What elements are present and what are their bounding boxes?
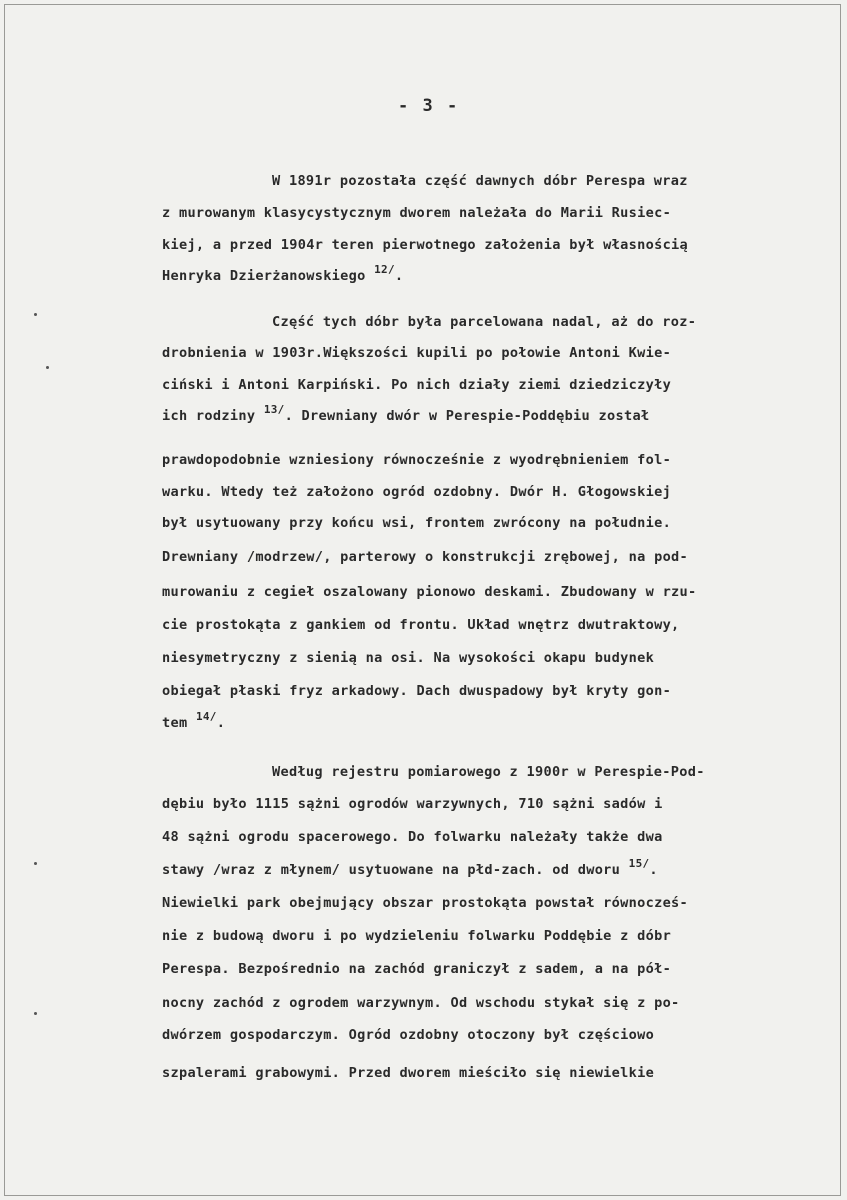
text-line [162,1027,654,1043]
margin-dot [34,862,37,865]
line-text: ciński i Antoni Karpiński. Po nich działy ziemi dziedziczyły [162,377,672,393]
text-line [162,345,671,361]
line-text: Część tych dóbr była parcelowana nadal, aż do roz- [272,314,697,330]
page-number: - 3 - [398,96,460,116]
text-line [162,549,688,565]
text-line [162,205,671,221]
line-text: nie z budową dworu i po wydzieleniu folwarku Poddębie z dóbr [162,928,672,944]
text-line [162,377,671,393]
text-line [162,995,680,1011]
text-line [162,710,226,732]
text-line [272,314,696,330]
line-text: Niewielki park obejmujący obszar prostokąta powstał równocześ- [162,895,689,911]
footnote-marker: 15/ [628,857,650,870]
line-text: W 1891r pozostała część dawnych dóbr Perespa wraz [272,173,688,189]
line-text: murowaniu z cegieł oszalowany pionowo deskami. Zbudowany w rzu- [162,584,697,600]
line-text: Drewniany /modrzew/, parterowy o konstrukcji zrębowej, na pod- [162,549,689,565]
line-text-continuation: . Drewniany dwór w Perespie-Poddębiu został [284,408,650,424]
line-text: Henryka Dzierżanowskiego [162,268,375,284]
line-text: Według rejestru pomiarowego z 1900r w Perespie-Pod- [272,764,705,780]
line-text: Perespa. Bezpośrednio na zachód graniczył z sadem, a na pół- [162,961,672,977]
text-line [162,263,404,285]
text-line [162,796,663,812]
line-text: ich rodziny [162,408,264,424]
line-text: obiegał płaski fryz arkadowy. Dach dwuspadowy był kryty gon- [162,683,672,699]
margin-dot [34,1012,37,1015]
line-text: szpalerami grabowymi. Przed dworem mieściło się niewielkie [162,1065,655,1081]
text-line [162,484,671,500]
text-line [162,928,671,944]
text-line [162,515,671,531]
text-line [272,173,688,189]
line-text: warku. Wtedy też założono ogród ozdobny. Dwór H. Głogowskiej [162,484,672,500]
line-text: był usytuowany przy końcu wsi, frontem zwrócony na południe. [162,515,672,531]
line-text-continuation: . [649,862,658,878]
margin-dot [34,313,37,316]
line-text: z murowanym klasycystycznym dworem należała do Marii Rusiec- [162,205,672,221]
text-line [162,237,688,253]
line-text: 48 sążni ogrodu spacerowego. Do folwarku należały także dwa [162,829,663,845]
text-line [162,829,663,845]
line-text: nocny zachód z ogrodem warzywnym. Od wschodu stykał się z po- [162,995,680,1011]
footnote-marker: 14/ [195,710,217,723]
line-text: prawdopodobnie wzniesiony równocześnie z wyodrębnieniem fol- [162,452,672,468]
text-line [162,617,680,633]
text-line [162,857,658,879]
text-line [162,650,654,666]
text-line [162,584,697,600]
line-text-continuation: . [216,715,226,731]
line-text: tem [162,715,196,731]
text-line [162,895,688,911]
text-line [272,764,705,780]
line-text: drobnienia w 1903r.Większości kupili po połowie Antoni Kwie- [162,345,672,361]
line-text: niesymetryczny z sienią na osi. Na wysokości okapu budynek [162,650,655,666]
text-line [162,683,671,699]
line-text: dębiu było 1115 sążni ogrodów warzywnych, 710 sążni sadów i [162,796,663,812]
text-line [162,1065,654,1081]
line-text: stawy /wraz z młynem/ usytuowane na płd-zach. od dworu [162,862,629,878]
text-line [162,403,650,425]
text-line [162,961,671,977]
margin-dot [46,366,49,369]
footnote-marker: 13/ [263,403,285,416]
line-text-continuation: . [394,268,404,284]
line-text: dwórzem gospodarczym. Ogród ozdobny otoczony był częściowo [162,1027,655,1043]
line-text: kiej, a przed 1904r teren pierwotnego założenia był własnością [162,237,689,253]
text-line [162,452,671,468]
footnote-marker: 12/ [374,263,395,276]
line-text: cie prostokąta z gankiem od frontu. Układ wnętrz dwutraktowy, [162,617,680,633]
